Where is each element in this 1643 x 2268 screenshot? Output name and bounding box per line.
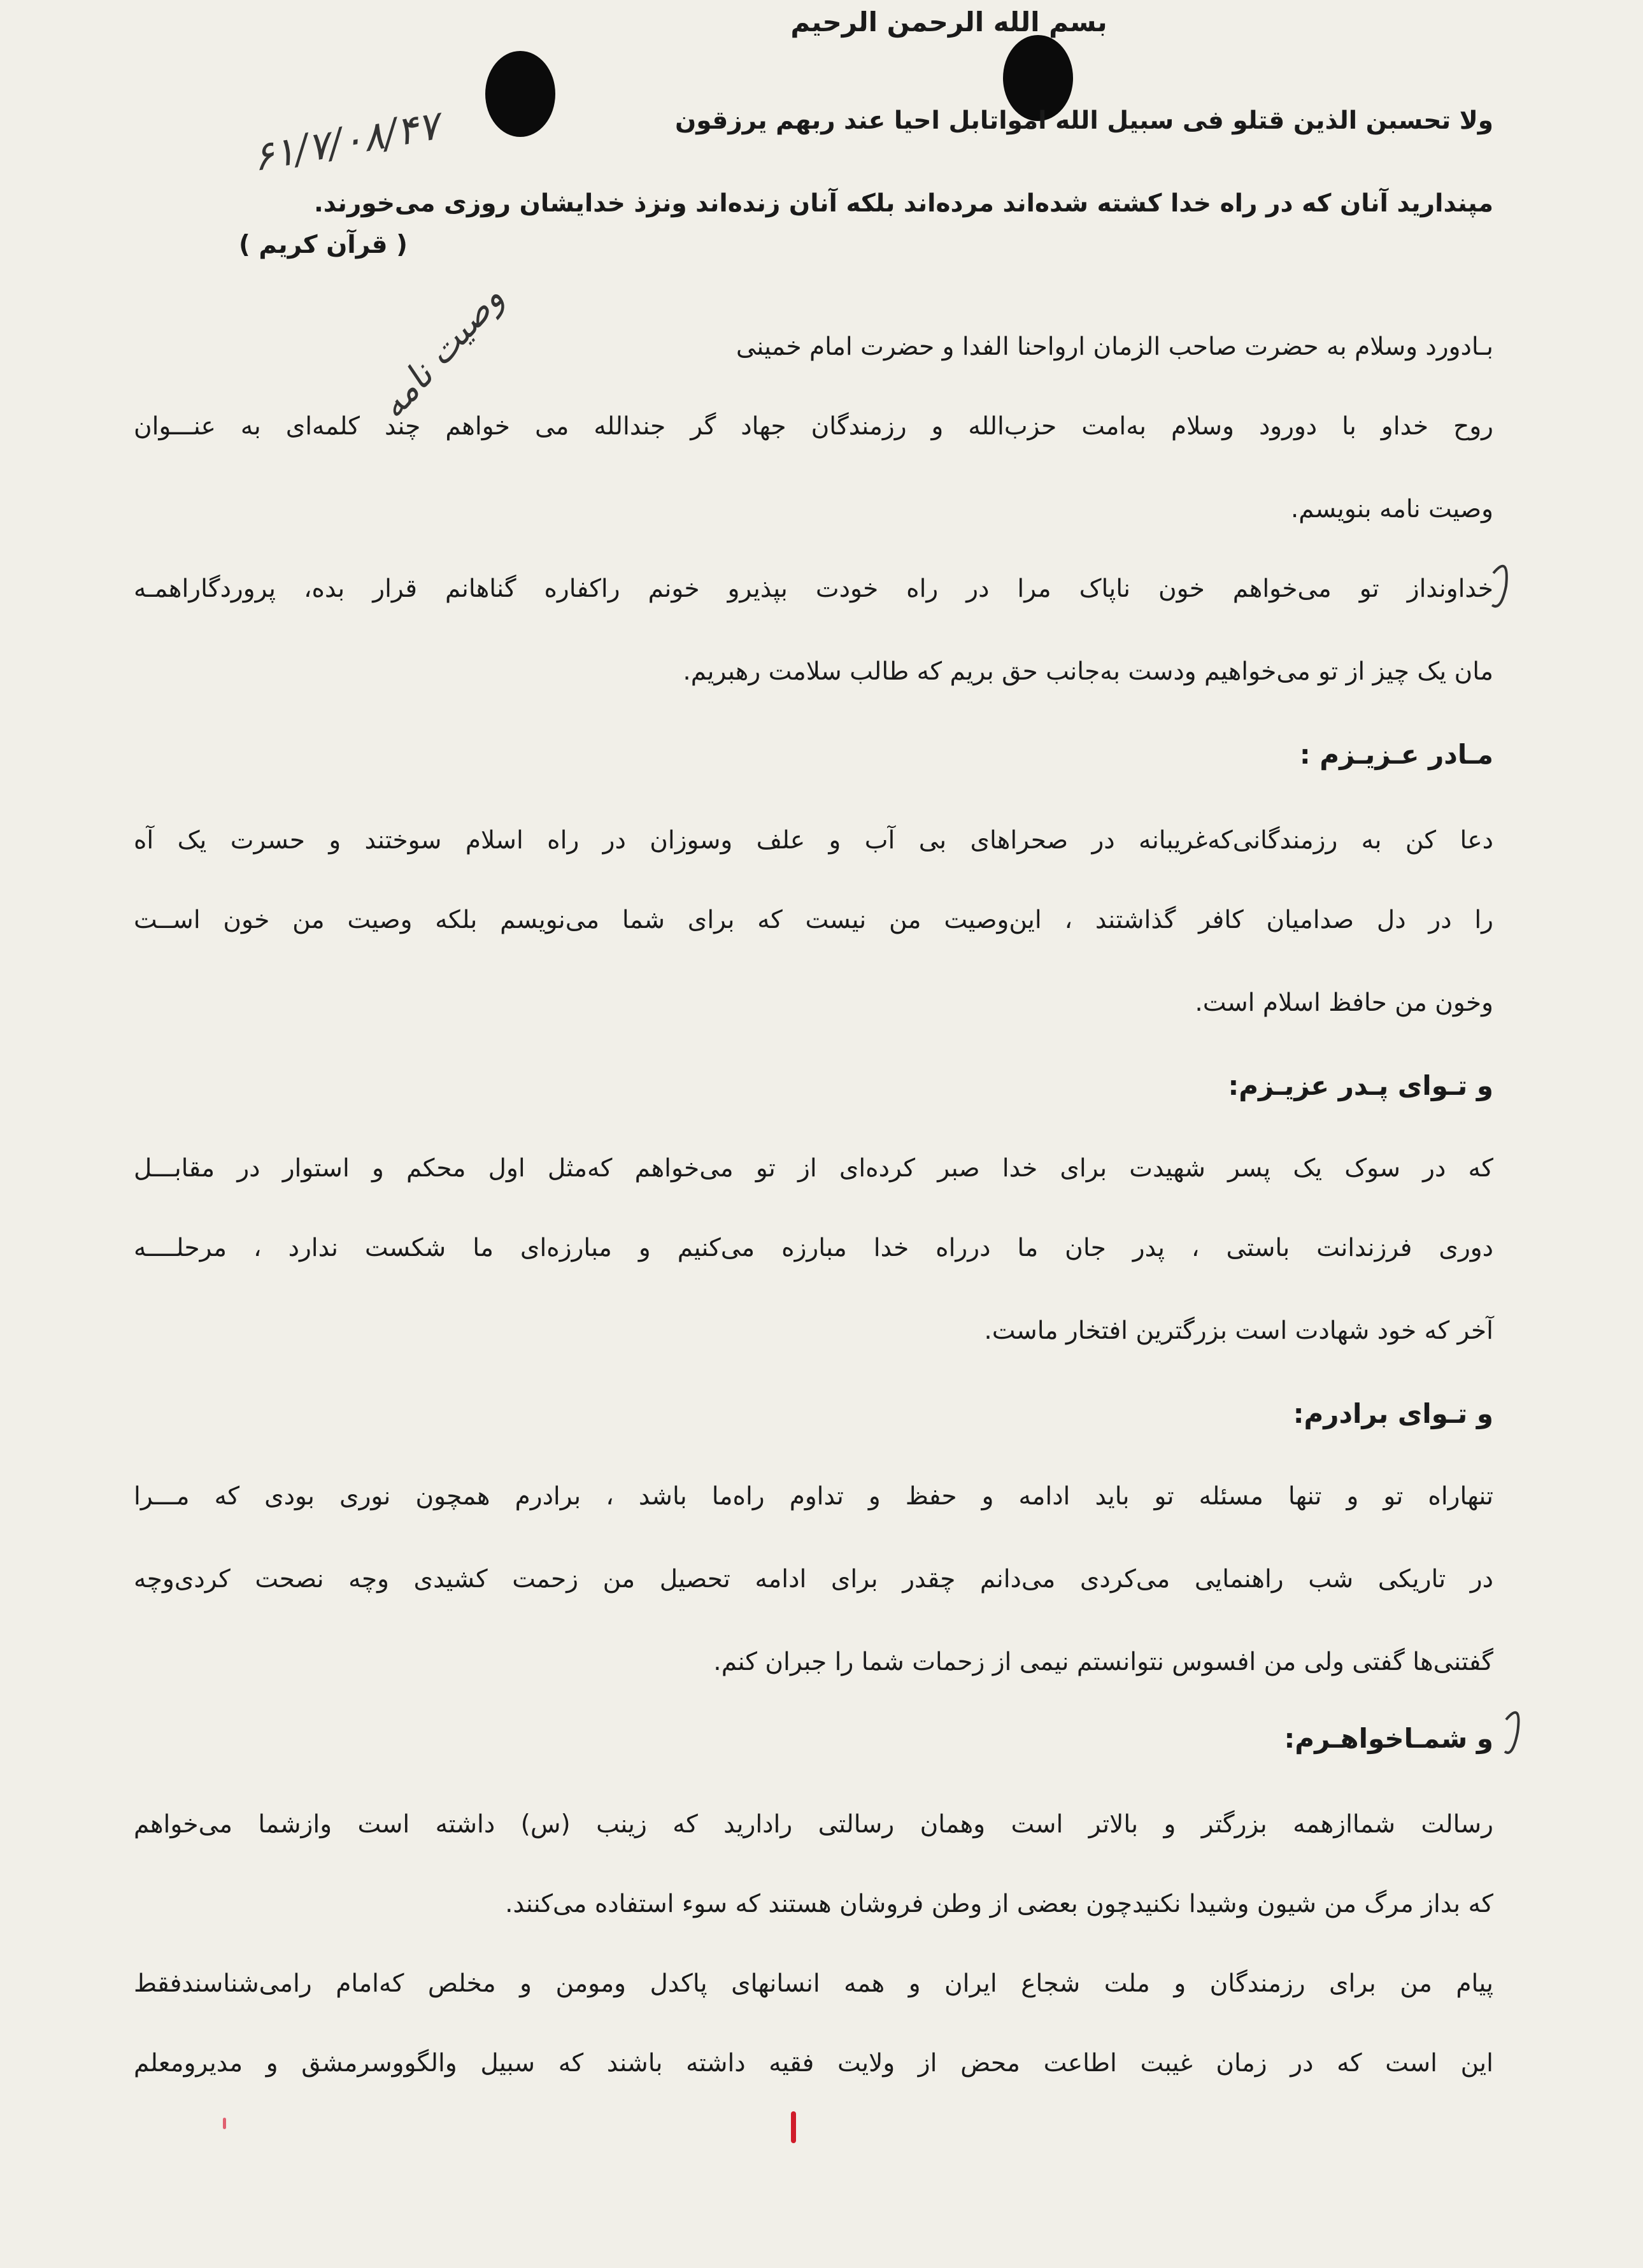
handwritten-title: وصیت نامه — [371, 277, 512, 427]
intro-line-5: مان یک چیز از تو می‌خواهیم ودست به‌جانب حق بریم که طالب سلامت رهبریم. — [683, 657, 1493, 686]
mother-line-3: وخون من حافظ اسلام است. — [1195, 988, 1493, 1017]
mother-line-1: دعا کن به رزمندگانی‌که‌غریبانه در صحراهای بی آب و علف وسوزان در راه اسلام سوختند و حسرت یک آه — [134, 826, 1493, 855]
intro-line-2: روح خداو با دورود وسلام به‌امت حزب‌الله و رزمندگان جهاد گر جندالله می خواهم چند کلمه‌ای به عنـــوان — [134, 412, 1493, 441]
father-line-1: که در سوک یک پسر شهیدت برای خدا صبر کرده‌ای از تو می‌خواهم که‌مثل اول محکم و استوار در مقابـــل — [134, 1154, 1493, 1183]
verse-translation: مپندارید آنان که در راه خدا کشته شده‌اند مرده‌اند بلکه آنان زنده‌اند ونزذ خدایشان روزی می‌خورند. — [313, 189, 1493, 218]
sister-line-2: که بداز مرگ من شیون وشیدا نکنیدچون بعضی از وطن فروشان هستند که سوء استفاده می‌کنند. — [505, 1890, 1493, 1918]
sister-line-3: پیام من برای رزمندگان و ملت شجاع ایران و همه انسانهای پاکدل ومومن و مخلص که‌امام رامی‌شناسندفقط — [134, 1969, 1493, 1998]
intro-line-4: خداونداز تو می‌خواهم خون ناپاک مرا در راه خودت بپذیرو خونم راکفاره گناهانم قرار بده، پروردگاراهمـه — [134, 574, 1493, 603]
brother-line-3: گفتنی‌ها گفتی ولی من افسوس نتوانستم نیمی از زحمات شما را جبران کنم. — [713, 1648, 1493, 1676]
father-line-2: دوری فرزندانت باستی ، پدر جان ما درراه خدا مبارزه می‌کنیم و مبارزه‌ای ما شکست ندارد ، مرحلــــه — [134, 1234, 1493, 1262]
sister-line-1: رسالت شماازهمه بزرگتر و بالاتر است وهمان رسالتی رادارید که زینب (س) داشته است وازشما می‌خواهم — [134, 1810, 1493, 1839]
intro-line-1: بـادورد وسلام به حضرت صاحب الزمان ارواحنا الفدا و حضرت امام خمینی — [736, 332, 1493, 361]
red-ink-mark-1 — [791, 2111, 796, 2143]
intro-line-3: وصیت نامه بنویسم. — [1290, 495, 1493, 524]
brother-heading: و تـوای برادرم: — [1293, 1398, 1493, 1429]
sister-heading: و شمـاخواهـرم: — [1284, 1723, 1493, 1754]
father-line-3: آخر که خود شهادت است بزرگترین افتخار ماست. — [984, 1316, 1493, 1345]
bismillah: بسم الله الرحمن الرحيم — [790, 6, 1107, 38]
mother-line-2: را در دل صدامیان کافر گذاشتند ، این‌وصیت من نیست که برای شما می‌نویسم بلکه وصیت من خون اســت — [134, 906, 1493, 934]
handwritten-date: ۶۱/۷/۰۸/۴۷ — [248, 101, 443, 181]
brother-line-2: در تاریکی شب راهنمایی می‌کردی می‌دانم چقدر برای ادامه تحصیل من زحمت کشیدی وچه نصحت کردی‌وچه — [134, 1565, 1493, 1594]
margin-checkmark-2 — [1505, 1713, 1519, 1753]
red-ink-mark-2 — [223, 2118, 226, 2129]
sister-line-4: این است که در زمان غیبت اطاعت محض از ولایت فقیه داشته باشند که سبیل والگووسرمشق و مدیرومعلم — [134, 2049, 1493, 2078]
mother-heading: مـادر عـزیـزم : — [1299, 739, 1493, 770]
brother-line-1: تنهاراه تو و تنها مسئله تو باید ادامه و حفظ و تداوم راه‌ما باشد ، برادرم همچون نوری بودی که مـــرا — [134, 1482, 1493, 1511]
verse-source: ( قرآن کریم ) — [238, 231, 408, 259]
father-heading: و تـوای پـدر عزیـزم: — [1228, 1070, 1493, 1101]
verse-arabic: ولا تحسبن الذين قتلو فى سبيل الله امواتابل احيا عند ربهم يرزقون — [674, 106, 1493, 135]
margin-checkmark-1 — [1492, 566, 1507, 606]
